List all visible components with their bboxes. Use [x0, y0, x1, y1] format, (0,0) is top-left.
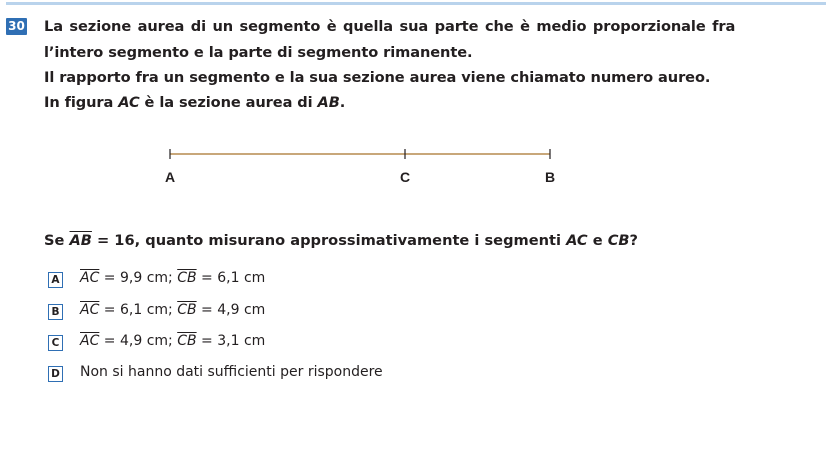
- option-c-letter: C: [48, 335, 63, 351]
- p4-prefix: In figura: [44, 94, 119, 111]
- question-number-badge: 30: [6, 18, 27, 35]
- option-c-cb: $\overline{CB}$: [177, 333, 197, 349]
- label-b: B: [544, 169, 556, 185]
- question-paragraph-4: [44, 94, 345, 111]
- option-c-text: [80, 333, 265, 349]
- question-paragraph-1: La sezione aurea di un segmento è quella sua parte che è medio proporzionale fra: [44, 18, 736, 35]
- option-a-ac: $\overline{AC}$: [80, 270, 100, 286]
- question-paragraph-3: Il rapporto fra un segmento e la sua sezione aurea viene chiamato numero aureo.: [44, 69, 711, 86]
- option-b-cb-value: = 4,9 cm: [196, 302, 266, 318]
- question-prompt: [44, 232, 638, 249]
- top-rule: [6, 2, 826, 5]
- p4-ac: AC: [118, 94, 140, 111]
- option-d-text: Non si hanno dati sufficienti per rispondere: [80, 364, 383, 380]
- option-a-ac-value: = 9,9 cm;: [99, 270, 178, 286]
- option-c-ac: $\overline{AC}$: [80, 333, 100, 349]
- option-b-cb: $\overline{CB}$: [177, 302, 197, 318]
- label-c: C: [399, 169, 411, 185]
- segment-diagram: [150, 140, 570, 190]
- option-a-cb-value: = 6,1 cm: [196, 270, 266, 286]
- prompt-prefix: Se: [44, 232, 70, 249]
- option-d-letter: D: [48, 366, 63, 382]
- option-b-letter: B: [48, 304, 63, 320]
- option-a-cb: $\overline{CB}$: [177, 270, 197, 286]
- option-b-text: [80, 302, 265, 318]
- p4-ab: AB: [317, 94, 340, 111]
- prompt-suffix: ?: [629, 232, 639, 249]
- question-paragraph-2: l’intero segmento e la parte di segmento rimanente.: [44, 44, 473, 61]
- prompt-ab: $\overline{AB}$: [69, 232, 92, 249]
- p4-middle: è la sezione aurea di: [139, 94, 318, 111]
- option-a-text: [80, 270, 265, 286]
- option-b-ac-value: = 6,1 cm;: [99, 302, 178, 318]
- p4-suffix: .: [339, 94, 346, 111]
- prompt-value: = 16, quanto misurano approssimativamente i segmenti: [91, 232, 567, 249]
- option-a-letter: A: [48, 272, 63, 288]
- label-a: A: [164, 169, 176, 185]
- option-c-ac-value: = 4,9 cm;: [99, 333, 178, 349]
- prompt-ac: AC: [566, 232, 588, 249]
- option-c-cb-value: = 3,1 cm: [196, 333, 266, 349]
- prompt-and: e: [587, 232, 608, 249]
- option-b-ac: $\overline{AC}$: [80, 302, 100, 318]
- prompt-cb: CB: [607, 232, 630, 249]
